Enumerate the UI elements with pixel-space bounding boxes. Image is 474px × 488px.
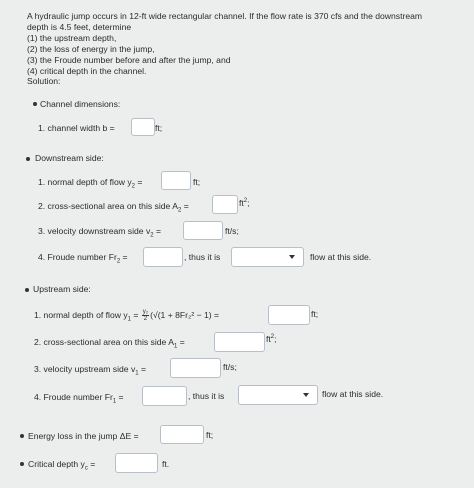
upstream-area-unit: $ft^2$; [266,334,277,344]
problem-line: (3) the Froude number before and after the jump, and [27,54,231,65]
energy-loss-input[interactable] [160,425,204,444]
downstream-depth-label: 1. normal depth of flow $y_2$ = [38,177,143,190]
chevron-down-icon [289,255,295,259]
bullet-icon [26,157,30,161]
chevron-down-icon [303,393,309,397]
upstream-velocity-unit: ft/s; [223,362,237,372]
upstream-heading: Upstream side: [33,284,91,294]
problem-line: depth is 4.5 feet, determine [27,21,132,32]
downstream-heading: Downstream side: [35,153,104,163]
energy-loss-label: Energy loss in the jump ΔE = [28,431,139,441]
channel-heading: Channel dimensions: [40,99,121,109]
problem-line: (1) the upstream depth, [27,32,117,43]
problem-statement [27,11,467,87]
downstream-flow-select[interactable] [231,247,304,267]
downstream-froude-label: 4. Froude number $Fr_2$ = [38,252,128,265]
critical-depth-label: Critical depth $y_c$ = [28,459,96,472]
problem-line: (4) critical depth in the channel. [27,65,147,76]
bullet-icon [20,462,24,466]
bullet-icon [20,434,24,438]
upstream-depth-input[interactable] [268,305,310,325]
downstream-depth-unit: ft; [193,177,201,187]
upstream-depth-label: 1. normal depth of flow $y_1$ = $\frac{\text{y₂}}{2}$ (√(1 + 8Fr₂² − 1) = [34,309,220,323]
bullet-icon [25,288,29,292]
channel-width-label: 1. channel width b = [38,123,115,133]
problem-line: Solution: [27,76,61,87]
upstream-thus-text: , thus it is [188,391,225,401]
downstream-depth-input[interactable] [161,171,191,190]
upstream-velocity-label: 3. velocity upstream side $v_1$ = [34,364,147,377]
upstream-depth-unit: ft; [311,309,319,319]
downstream-thus-text: , thus it is [184,252,221,262]
energy-loss-unit: ft; [206,430,214,440]
downstream-flow-suffix: flow at this side. [310,252,372,262]
upstream-formula-fraction: $\frac{\text{y₂}}{2}$ [142,309,149,322]
upstream-froude-label: 4. Froude number $Fr_1$ = [34,392,124,405]
critical-depth-unit: ft. [162,459,170,469]
channel-width-unit: ft; [155,123,163,133]
upstream-flow-suffix: flow at this side. [322,389,384,399]
critical-depth-input[interactable] [115,453,158,473]
downstream-froude-input[interactable] [143,247,183,267]
upstream-velocity-input[interactable] [170,358,221,378]
upstream-flow-select[interactable] [238,385,318,405]
downstream-area-label: 2. cross-sectional area on this side $A_2$ = [38,201,189,214]
downstream-velocity-label: 3. velocity downstream side $v_2$ = [38,226,161,239]
downstream-area-unit: $ft^2$; [239,198,250,208]
downstream-area-input[interactable] [212,195,238,214]
upstream-froude-input[interactable] [142,386,187,406]
downstream-velocity-input[interactable] [183,221,223,240]
problem-line: (2) the loss of energy in the jump, [27,43,155,54]
bullet-icon [33,102,37,106]
problem-line: A hydraulic jump occurs in 12-ft wide rectangular channel. If the flow rate is 370 cfs and the downstream [27,11,423,21]
upstream-area-label: 2. cross-sectional area on this side $A_1$ = [34,337,185,350]
upstream-area-input[interactable] [214,332,265,352]
channel-width-input[interactable] [131,118,155,136]
downstream-velocity-unit: ft/s; [225,226,239,236]
upstream-formula-body: (√(1 + 8Fr₂² − 1) = [150,309,220,320]
